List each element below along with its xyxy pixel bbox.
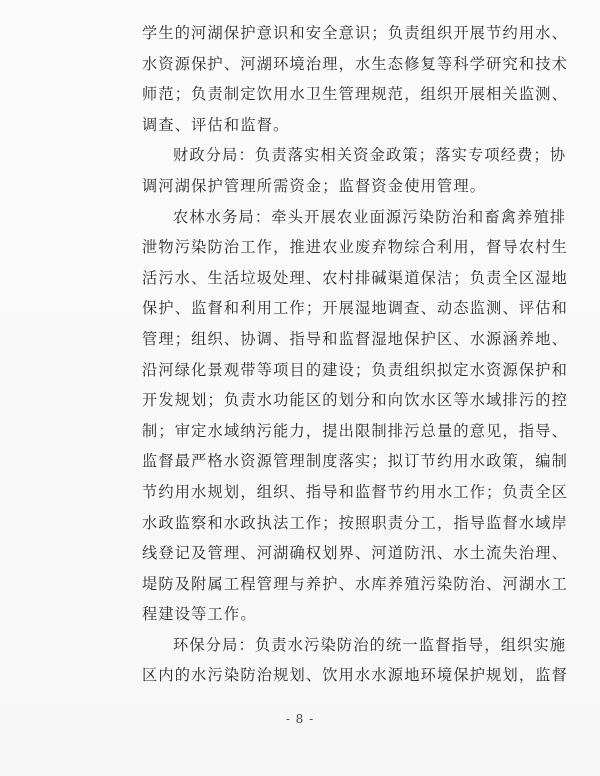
text-line: 泄物污染防治工作，推进农业废弃物综合利用，督导农村生: [142, 238, 569, 257]
text-line: 线登记及管理、河湖确权划界、河道防汛、水土流失治理、: [142, 544, 569, 563]
text-line: 调查、评估和监督。: [142, 115, 290, 134]
text-line: 沿河绿化景观带等项目的建设；负责组织拟定水资源保护和: [142, 360, 569, 379]
text-line: 管理；组织、协调、指导和监督湿地保护区、水源涵养地、: [142, 329, 569, 348]
text-line: 区内的水污染防治规划、饮用水水源地环境保护规划，监督: [142, 666, 569, 685]
text-line: 活污水、生活垃圾处理、农村排碱渠道保洁；负责全区湿地: [142, 268, 569, 287]
text-line: 制；审定水域纳污能力，提出限制排污总量的意见，指导、: [142, 421, 569, 440]
text-line: 环保分局：负责水污染防治的统一监督指导，组织实施: [173, 635, 567, 654]
text-line: 堤防及附属工程管理与养护、水库养殖污染防治、河湖水工: [142, 574, 569, 593]
text-line: 师范；负责制定饮用水卫生管理规范，组织开展相关监测、: [142, 85, 569, 104]
text-line: 程建设等工作。: [142, 605, 257, 624]
text-line: 保护、监督和利用工作；开展湿地调查、动态监测、评估和: [142, 299, 569, 318]
text-line: 学生的河湖保护意识和安全意识；负责组织开展节约用水、: [142, 24, 569, 42]
text-line: 监督最严格水资源管理制度落实；拟订节约用水政策，编制: [142, 452, 569, 471]
text-line: 水政监察和水政执法工作；按照职责分工，指导监督水域岸: [142, 513, 569, 532]
text-line: 水资源保护、河湖环境治理，水生态修复等科学研究和技术: [142, 54, 569, 73]
page-number: - 8 -: [285, 712, 315, 726]
body-text: [142, 18, 569, 691]
text-line: 调河湖保护管理所需资金；监督资金使用管理。: [142, 176, 487, 195]
text-line: 节约用水规划，组织、指导和监督节约用水工作；负责全区: [142, 482, 569, 501]
text-line: 财政分局：负责落实相关资金政策；落实专项经费；协: [173, 146, 567, 165]
text-line: 开发规划；负责水功能区的划分和向饮水区等水域排污的控: [142, 391, 569, 410]
text-line: 农林水务局：牵头开展农业面源污染防治和畜禽养殖排: [173, 207, 567, 226]
